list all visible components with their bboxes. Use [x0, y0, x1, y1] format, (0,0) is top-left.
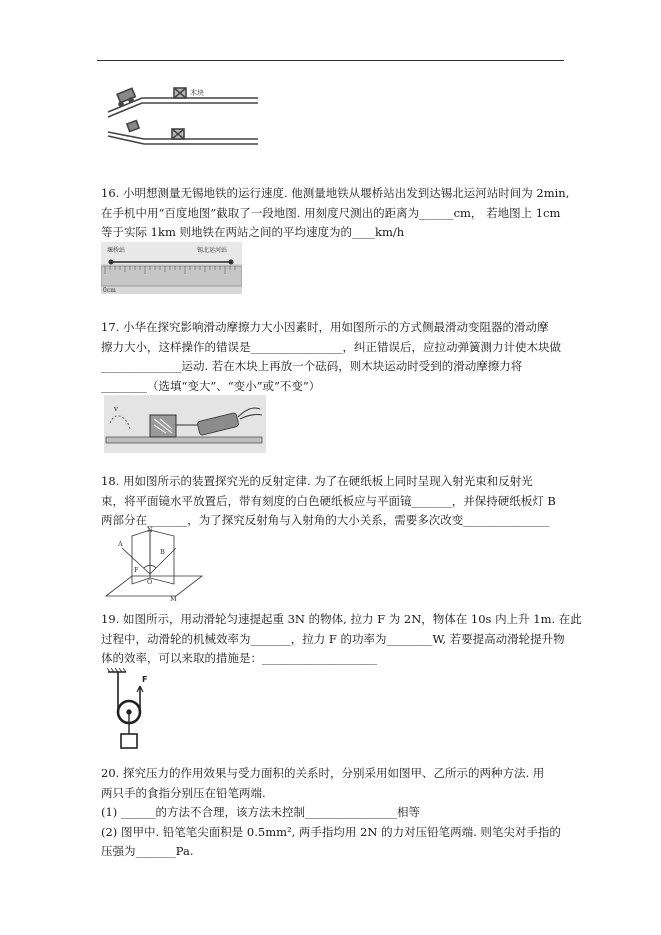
- label-B: B: [160, 548, 165, 556]
- question-20: [101, 764, 571, 862]
- header-rule: [97, 60, 564, 61]
- q16-line: 等于实际 1km 则地铁在两站之间的平均速度为的____km/h: [101, 225, 405, 239]
- q20-line: (1) ______的方法不合理，该方法未控制________________相等: [101, 805, 420, 819]
- label-M: M: [170, 595, 177, 603]
- q16-line: 16. 小明想测量无锡地铁的运行速度. 他测量地铁从堰桥站出发到达锡北运河站时间为 2min,: [101, 186, 570, 200]
- force-label-F: F: [142, 675, 148, 684]
- pulley-figure: [104, 668, 158, 754]
- q17-line: 擦力大小，这样操作的错误是________________，纠正错误后，应拉动弹簧测力计使木块做: [101, 339, 561, 354]
- label-N: N: [147, 526, 153, 534]
- incline-figure: [104, 82, 264, 154]
- ruler-unit-label: 0cm: [103, 287, 116, 294]
- q19-line: 过程中，动滑轮的机械效率为_______，拉力 F 的功率为________W, 若要提高动滑轮提升物: [101, 631, 565, 646]
- q18-line: 18. 用如图所示的装置探究光的反射定律. 为了在硬纸板上同时呈现入射光束和反射光: [101, 474, 533, 488]
- friction-figure: [104, 395, 266, 453]
- reflection-figure: [104, 526, 204, 604]
- label-O: O: [147, 578, 153, 586]
- map-ruler-figure: [101, 242, 242, 294]
- question-17: [101, 318, 571, 396]
- q19-line: 体的效率，可以来取的措施是：____________________: [101, 651, 377, 665]
- q17-line: ______________运动. 若在木块上再放一个砝码，则木块运动时受到的滑动摩擦力将: [101, 359, 523, 373]
- svg-text:v: v: [114, 405, 118, 413]
- map-label-start: 堰桥站: [107, 247, 126, 254]
- q17-line: ________（选填“变大”、“变小”或”不变”）: [101, 378, 321, 393]
- q20-line: 20. 探究压力的作用效果与受力面积的关系时，分别采用如图甲、乙所示的两种方法. 用: [101, 766, 545, 780]
- q18-line: 束，将平面镜水平放置后，带有刻度的白色硬纸板应与平面镜_______，并保持硬纸板灯 B: [101, 493, 556, 508]
- q18-line: 两部分在_______，为了探究反射角与入射角的大小关系，需要多次改变_______________: [101, 513, 550, 527]
- q17-line: 17. 小华在探究影响滑动摩擦力大小因素时，用如图所示的方式侧最滑动变阻器的滑动摩: [101, 320, 549, 334]
- question-19: [101, 610, 582, 669]
- q16-line: 在手机中用“百度地图”截取了一段地图. 用刻度尺测出的距离为______cm， 若地图上 1cm: [101, 205, 561, 220]
- label-A: A: [118, 540, 123, 548]
- q19-line: 19. 如图所示，用动滑轮匀速提起重 3N 的物体, 拉力 F 为 2N，物体在 10s 内上升 1m. 在此: [101, 612, 582, 626]
- q20-line: (2) 图甲中. 铅笔笔尖面积是 0.5mm², 两手指均用 2N 的力对压铅笔两端. 则笔尖对手指的: [101, 824, 561, 839]
- block-label: 木块: [190, 89, 204, 97]
- question-18: [101, 472, 571, 531]
- q20-line: 两只手的食指分别压在铅笔两端.: [101, 785, 266, 800]
- q20-line: 压强为_______Pa.: [101, 844, 194, 858]
- question-16: [101, 184, 571, 243]
- map-label-end: 锡北运河站: [197, 247, 228, 254]
- label-F: F: [134, 566, 139, 574]
